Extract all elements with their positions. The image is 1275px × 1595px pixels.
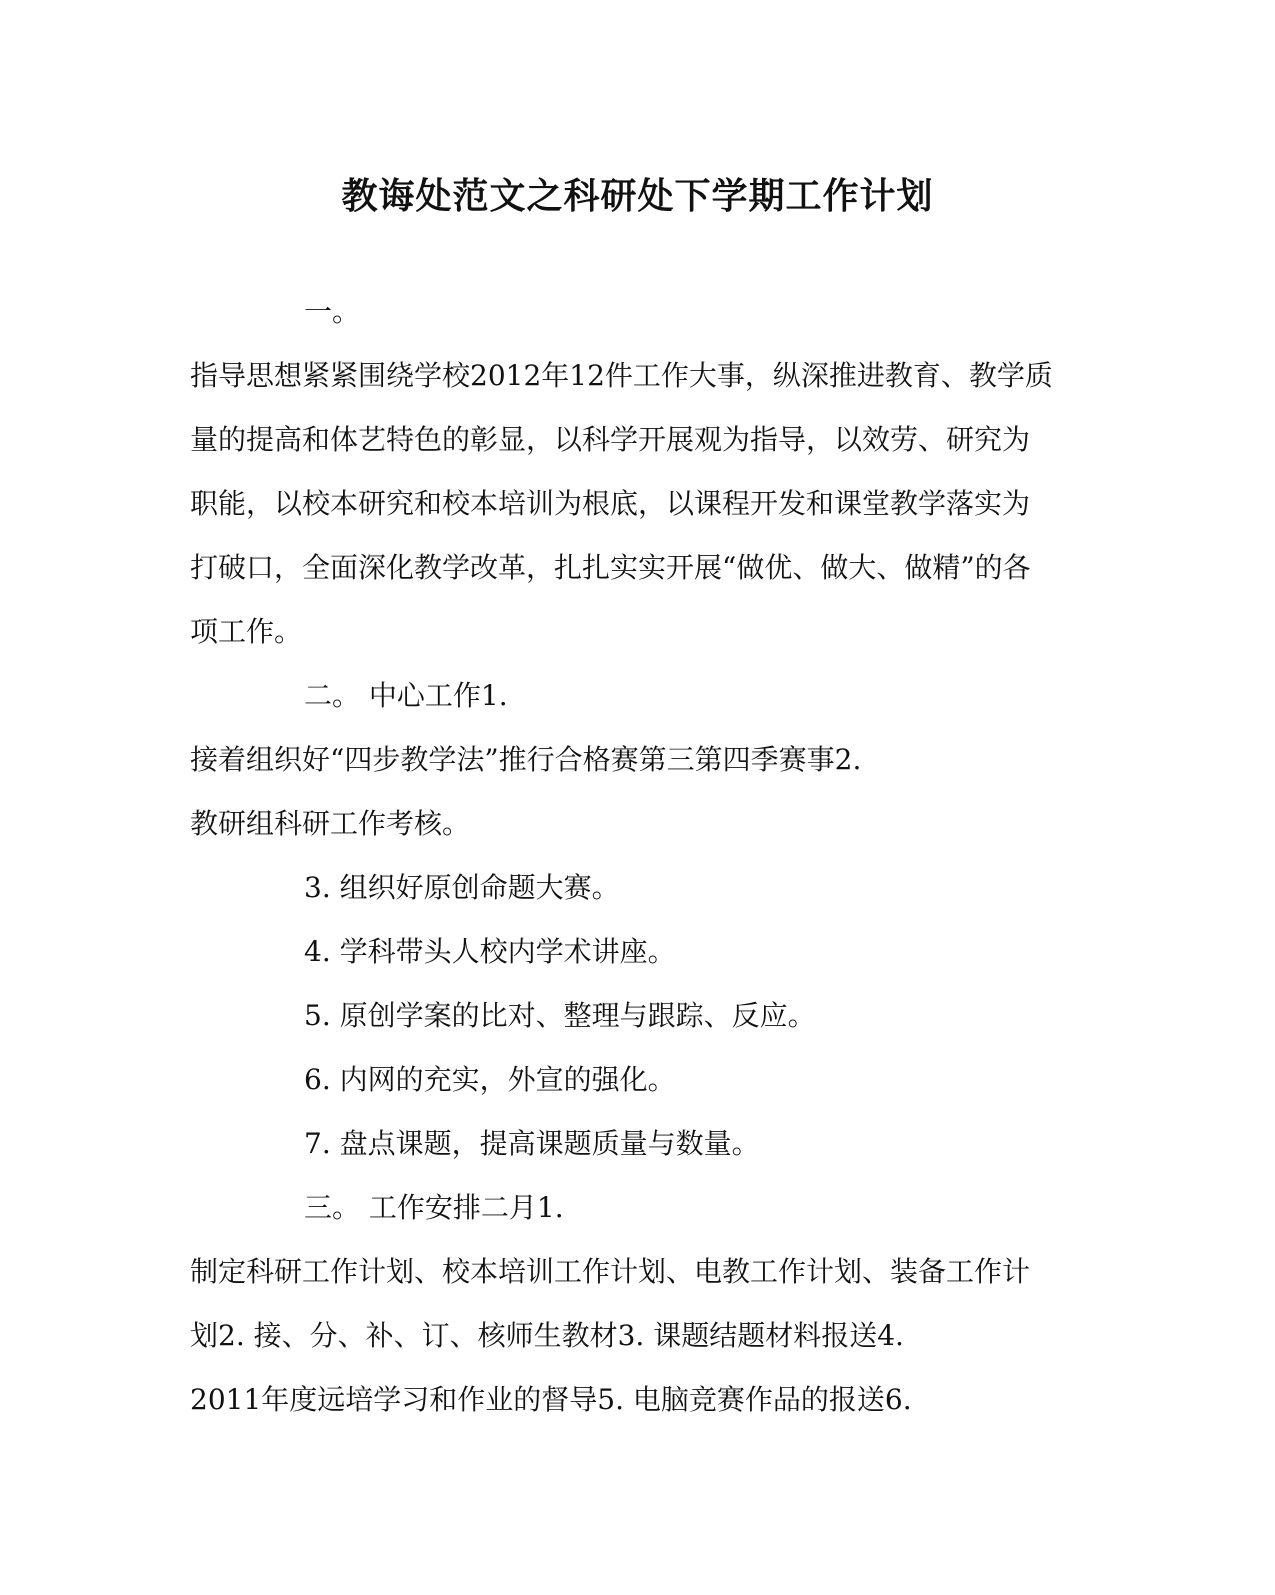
paragraph-line: 制定科研工作计划、校本培训工作计划、电教工作计划、装备工作计: [190, 1255, 1031, 1288]
section-heading-1: 一。: [304, 295, 361, 328]
section-heading-3: 三。 工作安排二月1.: [304, 1191, 564, 1224]
list-item: 7. 盘点课题，提高课题质量与数量。: [304, 1127, 760, 1160]
list-item: 4. 学科带头人校内学术讲座。: [304, 935, 676, 968]
paragraph-line: 教研组科研工作考核。: [190, 807, 471, 840]
list-item: 6. 内网的充实，外宣的强化。: [304, 1063, 676, 1096]
paragraph-line: 接着组织好“四步教学法”推行合格赛第三第四季赛事2.: [190, 743, 862, 776]
paragraph-line: 职能，以校本研究和校本培训为根底，以课程开发和课堂教学落实为: [190, 487, 1031, 520]
list-item: 3. 组织好原创命题大赛。: [304, 871, 620, 904]
paragraph-line: 量的提高和体艺特色的彰显，以科学开展观为指导，以效劳、研究为: [190, 423, 1031, 456]
section-heading-2: 二。 中心工作1.: [304, 679, 508, 712]
paragraph-line: 划2. 接、分、补、订、核师生教材3. 课题结题材料报送4.: [190, 1319, 904, 1352]
list-item: 5. 原创学案的比对、整理与跟踪、反应。: [304, 999, 816, 1032]
paragraph-line: 2011年度远培学习和作业的督导5. 电脑竞赛作品的报送6.: [190, 1383, 912, 1416]
document-title: 教诲处范文之科研处下学期工作计划: [341, 175, 934, 217]
paragraph-line: 打破口，全面深化教学改革，扎扎实实开展“做优、做大、做精”的各: [190, 551, 1031, 584]
paragraph-line: 指导思想紧紧围绕学校2012年12件工作大事，纵深推进教育、教学质: [190, 359, 1053, 392]
document-body: [190, 280, 1060, 1432]
paragraph-line: 项工作。: [190, 615, 303, 648]
